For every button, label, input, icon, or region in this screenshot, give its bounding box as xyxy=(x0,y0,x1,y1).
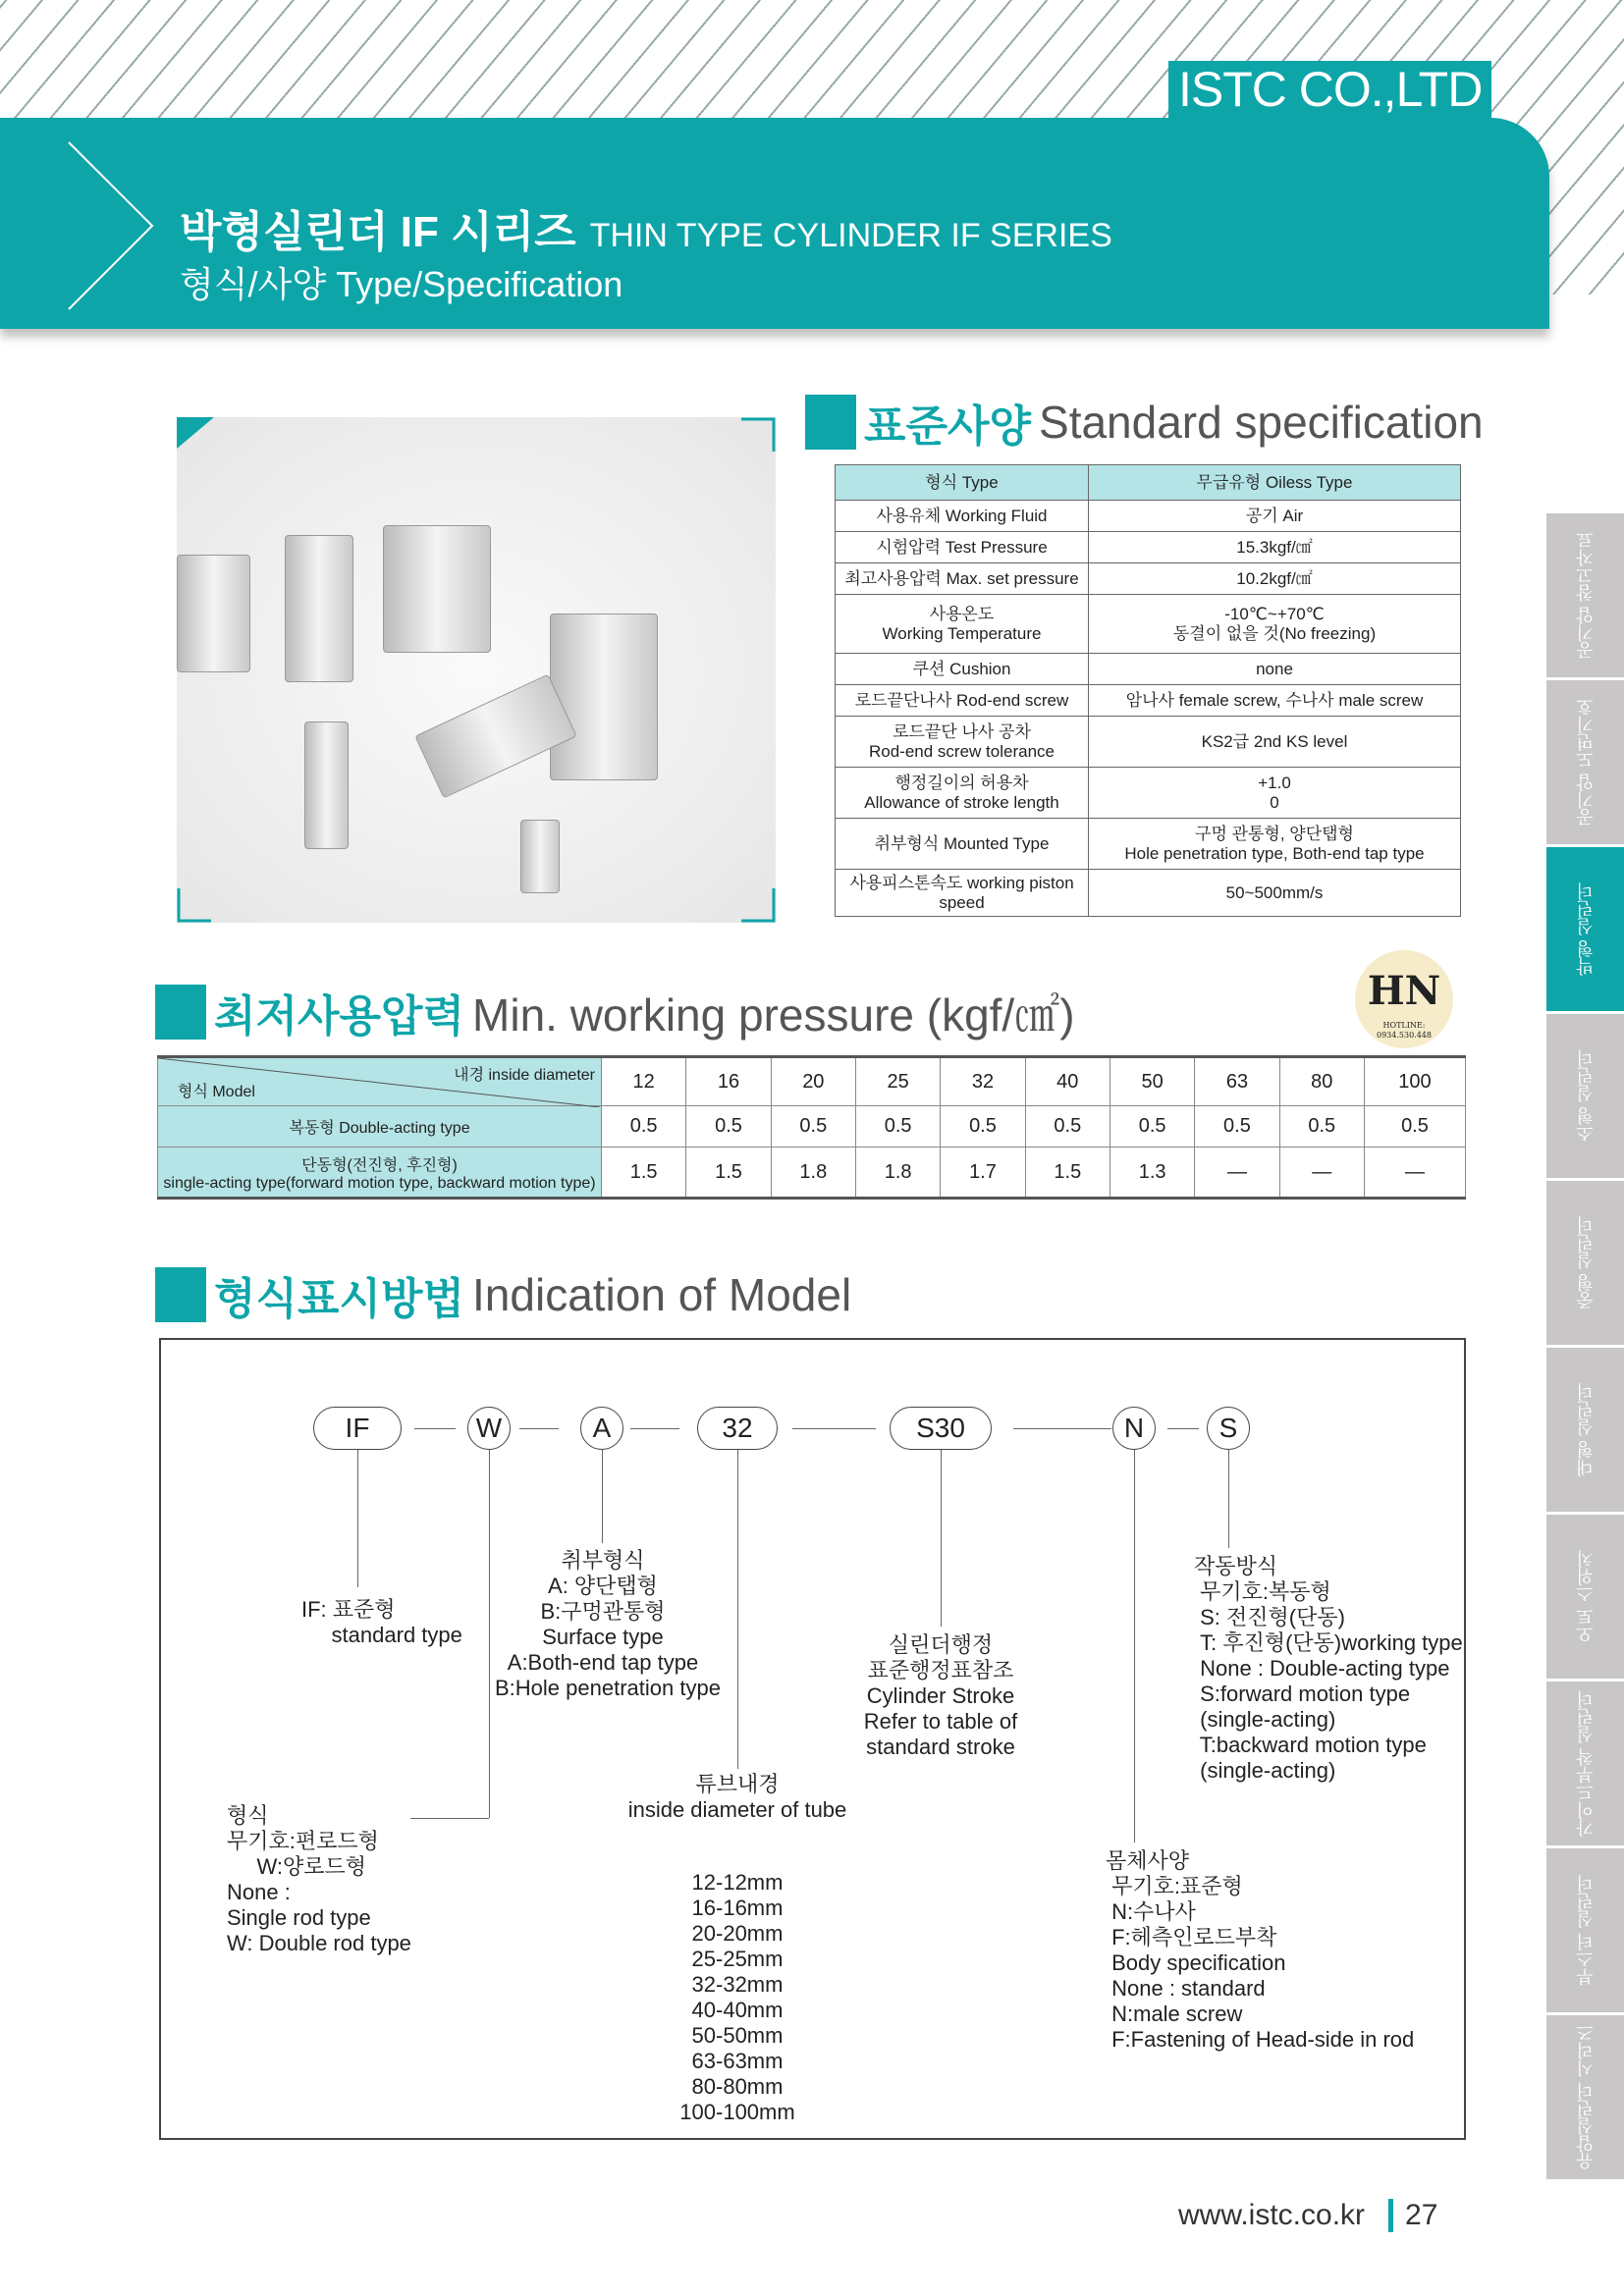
bore-size-list: 12-12mm 16-16mm 20-20mm 25-25mm 32-32mm 40-40mm 50-50mm 63-63mm 80-80mm 100-100mm xyxy=(679,1870,795,2124)
pressure-cell: — xyxy=(1364,1148,1465,1199)
photo-frame-corners xyxy=(177,417,776,923)
watermark-logo xyxy=(1355,950,1453,1048)
pressure-cell: 1.7 xyxy=(941,1148,1025,1199)
spec-row xyxy=(836,465,1461,501)
model-indication-diagram xyxy=(159,1338,1466,2140)
sidebar-tab[interactable] xyxy=(1546,1014,1624,1178)
title-ko: 박형실린더 IF 시리즈 xyxy=(180,208,576,256)
spec-value: 50~500mm/s xyxy=(1089,870,1461,917)
spec-label: 로드끝단나사 Rod-end screw xyxy=(836,685,1089,717)
pressure-cell: 0.5 xyxy=(1195,1106,1279,1148)
spec-row xyxy=(836,532,1461,563)
spec-value: 구멍 관통형, 양단탭형 Hole penetration type, Both-end tap type xyxy=(1089,819,1461,870)
spec-section-heading xyxy=(805,391,1484,454)
spec-label: 사용피스톤속도 working piston speed xyxy=(836,870,1089,917)
minp-row xyxy=(158,1148,1466,1199)
connector-line xyxy=(1167,1428,1199,1429)
desc-action: 작동방식 무기호:복동형 S: 전진형(단동) T: 후진형(단동)working type None : Double-acting type S:forward motion type (single-acting) T:backward motion type (single-acting) xyxy=(1194,1554,1463,1783)
spec-row xyxy=(836,563,1461,595)
spec-value: -10℃~+70℃ 동결이 없을 것(No freezing) xyxy=(1089,595,1461,654)
code-series: IF xyxy=(313,1407,402,1450)
sidebar-tab[interactable] xyxy=(1546,680,1624,844)
spec-value: +1.0 0 xyxy=(1089,768,1461,819)
leader-line xyxy=(410,1818,489,1819)
code-rod: W xyxy=(467,1407,511,1450)
pressure-cell: 1.5 xyxy=(602,1148,686,1199)
sidebar-tab-label: 박형 실린더 xyxy=(1575,881,1596,976)
code-action: S xyxy=(1207,1407,1250,1450)
minp-header-row xyxy=(158,1057,1466,1106)
spec-label: 최고사용압력 Max. set pressure xyxy=(836,563,1089,595)
minp-row xyxy=(158,1106,1466,1148)
sidebar-tab[interactable] xyxy=(1546,2015,1624,2179)
heading-ko: 최저사용압력 xyxy=(214,992,465,1041)
sidebar-tab-label: 오토 스위치 xyxy=(1575,1549,1596,1643)
sidebar-tab[interactable] xyxy=(1546,1848,1624,2012)
sidebar-tab-label: 부스터 실린더 xyxy=(1575,1874,1596,1986)
diameter-cell: 40 xyxy=(1025,1057,1110,1106)
pressure-cell: 1.8 xyxy=(771,1148,855,1199)
spec-row xyxy=(836,685,1461,717)
pressure-cell: — xyxy=(1279,1148,1364,1199)
spec-value: KS2급 2nd KS level xyxy=(1089,717,1461,768)
spec-value: none xyxy=(1089,654,1461,685)
code-body: N xyxy=(1112,1407,1156,1450)
pressure-cell: 0.5 xyxy=(1279,1106,1364,1148)
pressure-cell: 0.5 xyxy=(1110,1106,1194,1148)
desc-rod: 형식 무기호:편로드형 W:양로드형 None : Single rod type W: Double rod type xyxy=(227,1803,411,1955)
heading-en: Min. working pressure (kgf/㎠) xyxy=(472,989,1075,1041)
heading-ko: 표준사양 xyxy=(864,402,1032,451)
spec-label: 시험압력 Test Pressure xyxy=(836,532,1089,563)
row-label: 단동형(전진형, 후진형) single-acting type(forward motion type, backward motion type) xyxy=(158,1148,602,1199)
heading-ko: 형식표시방법 xyxy=(214,1275,465,1323)
sidebar-tab[interactable] xyxy=(1546,847,1624,1011)
pressure-cell: 1.3 xyxy=(1110,1148,1194,1199)
connector-line xyxy=(1013,1428,1111,1429)
spec-label: 쿠션 Cushion xyxy=(836,654,1089,685)
diameter-cell: 20 xyxy=(771,1057,855,1106)
spec-label: 사용유체 Working Fluid xyxy=(836,501,1089,532)
diameter-cell: 25 xyxy=(855,1057,940,1106)
diameter-cell: 12 xyxy=(602,1057,686,1106)
spec-value: 공기 Air xyxy=(1089,501,1461,532)
spec-row xyxy=(836,501,1461,532)
diameter-cell: 32 xyxy=(941,1057,1025,1106)
desc-stroke: 실린더행정 표준행정표참조 Cylinder Stroke Refer to table of standard stroke xyxy=(863,1632,1018,1759)
spec-label: 형식 Type xyxy=(836,465,1089,501)
title-en: THIN TYPE CYLINDER IF SERIES xyxy=(589,217,1112,254)
page-title xyxy=(180,196,1112,259)
model-section-heading xyxy=(155,1263,851,1326)
spec-row xyxy=(836,717,1461,768)
pressure-cell: 0.5 xyxy=(602,1106,686,1148)
sidebar-tab-label: 공기압 참고자료 xyxy=(1575,530,1596,660)
spec-label: 로드끝단 나사 공차 Rod-end screw tolerance xyxy=(836,717,1089,768)
heading-en: Indication of Model xyxy=(472,1269,852,1320)
watermark-hotline: HOTLINE: 0934.530.448 xyxy=(1377,1021,1432,1040)
spec-label: 행정길이의 허용차 Allowance of stroke length xyxy=(836,768,1089,819)
pressure-cell: 0.5 xyxy=(941,1106,1025,1148)
code-mount: A xyxy=(580,1407,623,1450)
connector-line xyxy=(630,1428,679,1429)
leader-line xyxy=(941,1450,942,1627)
header-diameter: 내경 inside diameter xyxy=(454,1067,595,1084)
pressure-cell: 1.5 xyxy=(686,1148,771,1199)
sidebar-tabs xyxy=(1546,513,1624,2182)
spec-value: 암나사 female screw, 수나사 male screw xyxy=(1089,685,1461,717)
spec-row xyxy=(836,870,1461,917)
spec-value: 무급유형 Oiless Type xyxy=(1089,465,1461,501)
spec-row xyxy=(836,595,1461,654)
company-logo: ISTC CO.,LTD xyxy=(1168,61,1491,118)
diameter-cell: 16 xyxy=(686,1057,771,1106)
leader-line xyxy=(602,1450,603,1543)
leader-line xyxy=(1228,1450,1229,1548)
model-diameter-header xyxy=(158,1057,602,1106)
pressure-cell: 1.5 xyxy=(1025,1148,1110,1199)
sidebar-tab-label: 대형 실린더 xyxy=(1575,1382,1596,1476)
pressure-cell: 1.8 xyxy=(855,1148,940,1199)
leader-line xyxy=(737,1450,738,1769)
code-stroke: S30 xyxy=(890,1407,992,1450)
diameter-cell: 63 xyxy=(1195,1057,1279,1106)
sidebar-tab-label: 유압실린더 시리즈 xyxy=(1575,2023,1596,2170)
pressure-cell: 0.5 xyxy=(771,1106,855,1148)
sidebar-tab-label: 소형 실린더 xyxy=(1575,1048,1596,1143)
pressure-cell: 0.5 xyxy=(1364,1106,1465,1148)
leader-line xyxy=(1134,1450,1135,1842)
desc-series: IF: 표준형 standard type xyxy=(301,1597,462,1647)
spec-table xyxy=(835,464,1461,917)
spec-row xyxy=(836,819,1461,870)
footer-url[interactable]: www.istc.co.kr xyxy=(1178,2199,1366,2231)
sidebar-tab[interactable] xyxy=(1546,1682,1624,1845)
leader-line xyxy=(489,1450,490,1818)
page-subtitle: 형식/사양 Type/Specification xyxy=(180,264,623,304)
desc-body: 몸체사양 무기호:표준형 N:수나사 F:헤측인로드부착 Body specification None : standard N:male screw F:Fastening of Head-side in rod xyxy=(1106,1848,1415,2052)
header-model: 형식 Model xyxy=(178,1084,255,1100)
footer xyxy=(1178,2199,1437,2232)
minp-section-heading xyxy=(155,980,1075,1044)
sidebar-tab-label: 중형 실린더 xyxy=(1575,1215,1596,1309)
spec-label: 사용온도 Working Temperature xyxy=(836,595,1089,654)
sidebar-tab-label: 공기압 도면기호 xyxy=(1575,697,1596,827)
page-number: 27 xyxy=(1405,2199,1438,2231)
sidebar-tab[interactable] xyxy=(1546,1515,1624,1679)
diameter-cell: 100 xyxy=(1364,1057,1465,1106)
connector-line xyxy=(792,1428,876,1429)
min-pressure-table xyxy=(157,1055,1466,1200)
sidebar-tab-label: 가이드부착 실린더 xyxy=(1575,1689,1596,1837)
spec-value: 15.3kgf/㎠ xyxy=(1089,532,1461,563)
sidebar-tab[interactable] xyxy=(1546,1348,1624,1512)
diameter-cell: 80 xyxy=(1279,1057,1364,1106)
chevron-icon xyxy=(59,137,167,314)
footer-divider xyxy=(1388,2199,1393,2232)
spec-row xyxy=(836,768,1461,819)
code-bore: 32 xyxy=(697,1407,778,1450)
leader-line xyxy=(357,1450,358,1587)
desc-mount: 취부형식 A: 양단탭형 B:구멍관통형 Surface type A:Both-end tap type B:Hole penetration type xyxy=(495,1548,721,1700)
connector-line xyxy=(414,1428,456,1429)
desc-bore: 튜브내경 inside diameter of tube xyxy=(627,1772,847,1822)
spec-value: 10.2kgf/㎠ xyxy=(1089,563,1461,595)
sidebar-tab[interactable] xyxy=(1546,513,1624,677)
sidebar-tab[interactable] xyxy=(1546,1181,1624,1345)
pressure-cell: 0.5 xyxy=(686,1106,771,1148)
pressure-cell: — xyxy=(1195,1148,1279,1199)
pressure-cell: 0.5 xyxy=(1025,1106,1110,1148)
heading-en: Standard specification xyxy=(1039,397,1484,448)
connector-line xyxy=(519,1428,559,1429)
spec-row xyxy=(836,654,1461,685)
row-label: 복동형 Double-acting type xyxy=(158,1106,602,1148)
diameter-cell: 50 xyxy=(1110,1057,1194,1106)
spec-label: 취부형식 Mounted Type xyxy=(836,819,1089,870)
watermark-text: HN xyxy=(1367,968,1441,1014)
pressure-cell: 0.5 xyxy=(855,1106,940,1148)
